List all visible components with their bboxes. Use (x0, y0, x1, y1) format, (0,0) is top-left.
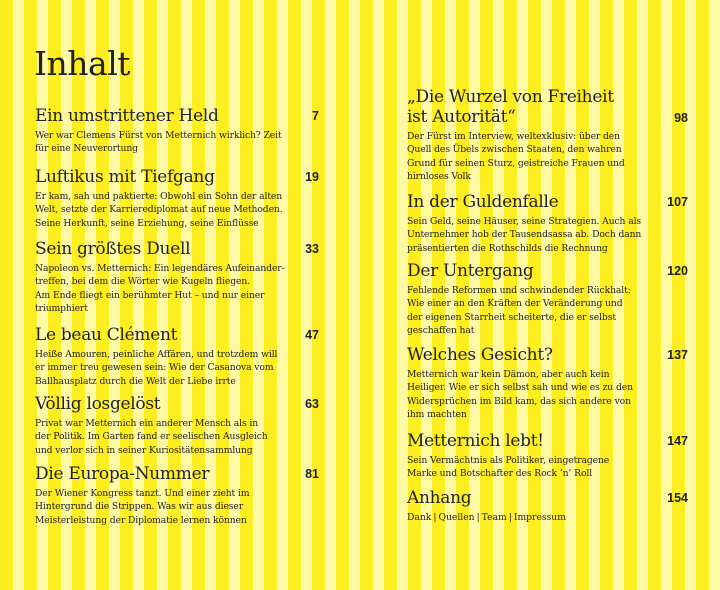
entry-description (407, 284, 687, 338)
page-number: 98 (674, 111, 688, 125)
entry-description (35, 262, 318, 316)
page-number: 47 (305, 328, 319, 342)
entry-title-line: ist Autorität“ (407, 107, 516, 127)
description-line: Grund für seinen Sturz, geistreiche Frauen und (407, 157, 625, 169)
page-number: 154 (667, 491, 688, 505)
description-line: für eine Neuverortung (35, 143, 138, 155)
page-title: Inhalt (34, 44, 131, 83)
toc-entry[interactable] (35, 167, 318, 239)
page-number: 137 (667, 348, 688, 362)
page-number: 81 (305, 467, 319, 481)
description-line: Unternehmer hob der Tausendsassa ab. Doch dann (407, 229, 642, 241)
entry-description (407, 368, 687, 422)
toc-entry[interactable] (35, 106, 318, 167)
page-number: 7 (312, 109, 319, 123)
description-line: Marke und Botschafter des Rock ’n’ Roll (407, 468, 593, 480)
page-number: 19 (305, 170, 319, 184)
page-number: 147 (667, 434, 688, 448)
toc-entry[interactable] (407, 261, 687, 345)
description-line: Napoleon vs. Metternich: Ein legendäres Aufeinander- (35, 263, 285, 274)
separator: | (433, 512, 437, 523)
appendix-links (407, 512, 687, 523)
description-line: Wie einer an den Kräften der Veränderung und (407, 298, 623, 310)
toc-entry[interactable] (35, 325, 318, 394)
toc-entry[interactable] (407, 431, 687, 488)
description-line: Meisterleistung der Diplomatie lernen können (35, 514, 247, 526)
entry-title: Metternich lebt! (407, 431, 544, 451)
description-line: Metternich war kein Dämon, aber auch kein (407, 369, 610, 380)
description-line: Fehlende Reformen und schwindender Rückhalt: (407, 285, 631, 296)
description-line: Privat war Metternich ein anderer Mensch als in (35, 418, 259, 429)
entry-title: Völlig losgelöst (35, 394, 161, 414)
description-line: Ballhausplatz durch die Welt der Liebe irrte (35, 375, 236, 387)
description-line: er immer treu gewesen sein: Wie der Casanova vom (35, 362, 274, 374)
entry-title: Le beau Clément (35, 325, 178, 345)
description-line: Am Ende fliegt ein berühmter Hut – und nur einer (35, 289, 265, 301)
entry-description (35, 487, 318, 527)
separator: | (476, 512, 480, 523)
appendix-link[interactable]: Team (481, 512, 507, 523)
description-line: geschaffen hat (407, 325, 475, 337)
description-line: Der Fürst im Interview, weltexklusiv: über den (407, 131, 620, 142)
page-number: 63 (305, 397, 319, 411)
description-line: Seine Herkunft, seine Erziehung, seine Einflüsse (35, 217, 259, 229)
description-line: Widersprüchen im Bild kam, das sich andere von (407, 395, 631, 407)
entry-description (35, 190, 318, 230)
description-line: Hintergrund die Strippen. Was wir aus dieser (35, 501, 244, 513)
separator: | (508, 512, 512, 523)
toc-right-column (407, 87, 687, 523)
description-line: Sein Vermächtnis als Politiker, eingetragene (407, 455, 610, 466)
entry-title: Sein größtes Duell (35, 239, 191, 259)
toc-entry[interactable] (35, 464, 318, 527)
page-number: 120 (667, 264, 688, 278)
description-line: und verlor sich in seiner Kuriositätensammlung (35, 444, 253, 456)
appendix-link[interactable]: Quellen (438, 512, 475, 523)
description-line: der eigenen Starrheit scheiterte, die er selbst (407, 311, 616, 323)
toc-entry[interactable] (407, 488, 687, 523)
entry-title: Die Europa-Nummer (35, 464, 210, 484)
description-line: treffen, bei dem die Wörter wie Kugeln fliegen. (35, 276, 251, 288)
entry-description (407, 454, 687, 481)
description-line: triumphiert (35, 303, 88, 315)
entry-description (35, 129, 318, 156)
description-line: Welt, setzte der Karrierediplomat auf neue Methoden. (35, 204, 283, 216)
toc-left-column (35, 106, 318, 527)
entry-title-line: „Die Wurzel von Freiheit (407, 87, 614, 107)
page-number: 107 (667, 195, 688, 209)
description-line: präsentierten die Rothschilds die Rechnung (407, 242, 608, 254)
description-line: Quell des Übels zwischen Staaten, den wahren (407, 144, 622, 156)
description-line: Heiliger. Wie er sich selbst sah und wie es zu den (407, 382, 633, 394)
description-line: Wer war Clemens Fürst von Metternich wirklich? Zeit (35, 130, 282, 141)
toc-entry[interactable] (407, 345, 687, 431)
description-line: Heiße Amouren, peinliche Affären, und trotzdem will (35, 349, 278, 360)
toc-entry[interactable] (407, 87, 687, 192)
toc-entry[interactable] (35, 239, 318, 325)
toc-entry[interactable] (35, 394, 318, 464)
toc-entry[interactable] (407, 192, 687, 261)
description-line: der Politik. Im Garten fand er seelischen Ausgleich (35, 431, 268, 443)
description-line: Sein Geld, seine Häuser, seine Strategien. Auch als (407, 216, 642, 227)
entry-description (407, 215, 687, 255)
entry-title: Anhang (407, 488, 472, 508)
entry-description (35, 417, 318, 457)
entry-title: Luftikus mit Tiefgang (35, 167, 215, 187)
entry-title: In der Guldenfalle (407, 192, 559, 212)
entry-title: Ein umstrittener Held (35, 106, 219, 126)
entry-title: Der Untergang (407, 261, 534, 281)
entry-description (35, 348, 318, 388)
description-line: ihm machten (407, 409, 467, 421)
entry-title: Welches Gesicht? (407, 345, 553, 365)
description-line: Der Wiener Kongress tanzt. Und einer zieht im (35, 488, 250, 499)
appendix-link[interactable]: Dank (407, 512, 432, 523)
entry-description (407, 130, 687, 184)
description-line: Er kam, sah und paktierte: Obwohl ein Sohn der alten (35, 191, 283, 202)
page-number: 33 (305, 242, 319, 256)
description-line: hirnloses Volk (407, 171, 471, 183)
appendix-link[interactable]: Impressum (513, 512, 566, 523)
